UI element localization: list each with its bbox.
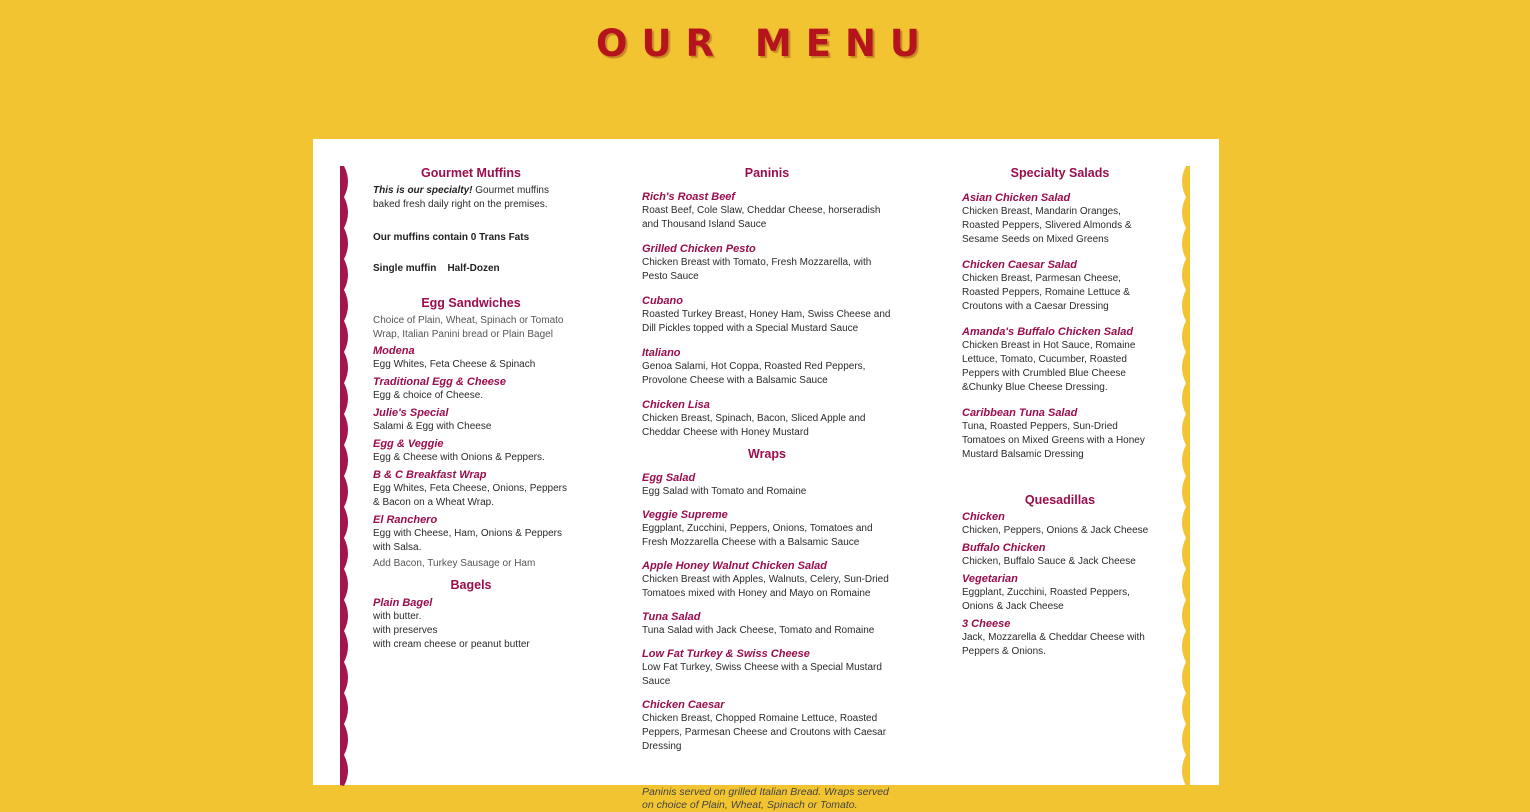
menu-item-name: 3 Cheese [962, 618, 1011, 630]
menu-item [373, 406, 569, 434]
menu-item [962, 541, 1158, 569]
section-heading-muffins: Gourmet Muffins [421, 166, 521, 180]
menu-item-description: Chicken Breast with Apples, Walnuts, Celery, Sun-Dried Tomatoes mixed with Honey and Mayo on Romaine [642, 574, 889, 599]
section-heading-salads: Specialty Salads [1010, 166, 1110, 180]
menu-item-description: Salami & Egg with Cheese [373, 421, 492, 432]
menu-item-name: Traditional Egg & Cheese [373, 376, 507, 388]
menu-item-description: Chicken Breast, Spinach, Bacon, Sliced Apple and Cheddar Cheese with Honey Mustard [642, 413, 866, 438]
menu-item-description: Chicken, Peppers, Onions & Jack Cheese [962, 525, 1149, 536]
menu-item [642, 190, 892, 232]
wraps-list [642, 471, 892, 754]
menu-item-name: Chicken [962, 511, 1005, 523]
menu-item-name: Low Fat Turkey & Swiss Cheese [642, 648, 810, 660]
menu-item-name: Buffalo Chicken [962, 542, 1046, 554]
serving-note: Paninis served on grilled Italian Bread. Wraps served on choice of Plain, Wheat, Spinach or Tomato. [642, 786, 889, 811]
wavy-border-left [340, 166, 352, 785]
muffins-sizes: Single muffin Half-Dozen [373, 263, 500, 274]
menu-item-name: Julie's Special [373, 407, 449, 419]
menu-item-name: Egg & Veggie [373, 438, 444, 450]
menu-item-description: Roasted Turkey Breast, Honey Ham, Swiss Cheese and Dill Pickles topped with a Special Mustard Sauce [642, 309, 891, 334]
wavy-border-right [1178, 166, 1190, 785]
menu-item-name: Rich's Roast Beef [642, 191, 736, 203]
menu-item [373, 513, 569, 555]
menu-item-description: Egg & choice of Cheese. [373, 390, 484, 401]
menu-item-name: Italiano [642, 347, 681, 359]
menu-item [642, 346, 892, 388]
menu-item-description: Chicken Breast, Chopped Romaine Lettuce, Roasted Peppers, Parmesan Cheese and Croutons with Caesar Dressing [642, 713, 887, 752]
menu-item-name: El Ranchero [373, 514, 438, 526]
menu-item-name: Apple Honey Walnut Chicken Salad [642, 560, 827, 572]
menu-item-name: Chicken Caesar Salad [962, 259, 1077, 271]
menu-item-description: Chicken Breast with Tomato, Fresh Mozzarella, with Pesto Sauce [642, 257, 872, 282]
menu-item-name: Veggie Supreme [642, 509, 728, 521]
egg-sandwiches-intro: Choice of Plain, Wheat, Spinach or Tomato Wrap, Italian Panini bread or Plain Bagel [373, 315, 564, 340]
menu-item-name: Plain Bagel [373, 597, 433, 609]
menu-item-description: Egg Salad with Tomato and Romaine [642, 486, 807, 497]
menu-item-name: Amanda's Buffalo Chicken Salad [962, 326, 1134, 338]
menu-column-left [373, 165, 569, 652]
menu-item [642, 610, 892, 638]
menu-item-description: Tuna Salad with Jack Cheese, Tomato and Romaine [642, 625, 875, 636]
menu-item [962, 510, 1158, 538]
menu-item [642, 647, 892, 689]
bagel-option: with butter. [373, 611, 422, 622]
menu-item-description: Eggplant, Zucchini, Peppers, Onions, Tomatoes and Fresh Mozzarella Cheese with a Balsamic Sauce [642, 523, 873, 548]
menu-item [642, 242, 892, 284]
menu-item-name: Grilled Chicken Pesto [642, 243, 756, 255]
menu-item-name: Tuna Salad [642, 611, 701, 623]
bagel-option: with preserves [373, 625, 438, 636]
menu-item-description: Low Fat Turkey, Swiss Cheese with a Special Mustard Sauce [642, 662, 882, 687]
menu-item [962, 572, 1158, 614]
menu-column-center [642, 165, 892, 812]
menu-item-name: Cubano [642, 295, 683, 307]
menu-item-description: Egg Whites, Feta Cheese, Onions, Peppers & Bacon on a Wheat Wrap. [373, 483, 567, 508]
egg-sandwiches-addon: Add Bacon, Turkey Sausage or Ham [373, 558, 536, 569]
menu-item-description: Tuna, Roasted Peppers, Sun-Dried Tomatoes on Mixed Greens with a Honey Mustard Balsamic Dressing [962, 421, 1145, 460]
menu-item [962, 325, 1158, 395]
menu-item [373, 437, 569, 465]
salads-list [962, 191, 1158, 462]
muffins-specialty: This is our specialty! [373, 185, 473, 196]
menu-item-description: Roast Beef, Cole Slaw, Cheddar Cheese, horseradish and Thousand Island Sauce [642, 205, 881, 230]
menu-item [642, 559, 892, 601]
egg-sandwiches-list [373, 344, 569, 555]
menu-item-name: B & C Breakfast Wrap [373, 469, 487, 481]
menu-item-description: Jack, Mozzarella & Cheddar Cheese with Peppers & Onions. [962, 632, 1145, 657]
menu-item-description: Chicken Breast, Mandarin Oranges, Roasted Peppers, Slivered Almonds & Sesame Seeds on Mixed Greens [962, 206, 1132, 245]
menu-item-name: Egg Salad [642, 472, 696, 484]
menu-item-description: Egg & Cheese with Onions & Peppers. [373, 452, 545, 463]
bagel-option: with cream cheese or peanut butter [373, 639, 530, 650]
menu-item-description: Chicken Breast, Parmesan Cheese, Roasted Peppers, Romaine Lettuce & Croutons with a Caesar Dressing [962, 273, 1130, 312]
muffins-intro [373, 184, 569, 212]
menu-item-description: Chicken Breast in Hot Sauce, Romaine Lettuce, Tomato, Cucumber, Roasted Peppers with Crumbled Blue Cheese &Chunky Blue Cheese Dressing. [962, 340, 1136, 393]
menu-item-name: Chicken Lisa [642, 399, 710, 411]
menu-item [962, 191, 1158, 247]
menu-item [373, 468, 569, 510]
page-title: OUR MENU [596, 22, 934, 65]
menu-image [313, 139, 1219, 811]
quesadillas-list [962, 510, 1158, 659]
menu-item-name: Chicken Caesar [642, 699, 725, 711]
menu-item [642, 698, 892, 754]
menu-item [373, 375, 569, 403]
menu-item [373, 344, 569, 372]
menu-item [962, 258, 1158, 314]
paninis-list [642, 190, 892, 440]
section-heading-bagels: Bagels [450, 578, 492, 592]
menu-item-name: Modena [373, 345, 415, 357]
menu-item [642, 508, 892, 550]
menu-item-description: Eggplant, Zucchini, Roasted Peppers, Onions & Jack Cheese [962, 587, 1130, 612]
section-heading-wraps: Wraps [748, 447, 786, 461]
muffins-trans-fats: Our muffins contain 0 Trans Fats [373, 232, 530, 243]
menu-item [962, 617, 1158, 659]
section-heading-paninis: Paninis [744, 166, 790, 180]
menu-item-name: Caribbean Tuna Salad [962, 407, 1078, 419]
menu-item-description: Chicken, Buffalo Sauce & Jack Cheese [962, 556, 1136, 567]
menu-column-right [962, 165, 1158, 659]
muffins-specialty-text: Gourmet muffins baked fresh daily right on the premises. [373, 185, 549, 210]
menu-item [962, 406, 1158, 462]
section-heading-quesadillas: Quesadillas [1024, 493, 1096, 507]
section-heading-egg-sandwiches: Egg Sandwiches [421, 296, 521, 310]
menu-item-name: Asian Chicken Salad [962, 192, 1071, 204]
menu-item [642, 294, 892, 336]
menu-item [642, 471, 892, 499]
menu-item-description: Egg Whites, Feta Cheese & Spinach [373, 359, 536, 370]
menu-item [642, 398, 892, 440]
menu-item-name: Vegetarian [962, 573, 1018, 585]
menu-item-description: Genoa Salami, Hot Coppa, Roasted Red Peppers, Provolone Cheese with a Balsamic Sauce [642, 361, 866, 386]
menu-item-description: Egg with Cheese, Ham, Onions & Peppers with Salsa. [373, 528, 562, 553]
